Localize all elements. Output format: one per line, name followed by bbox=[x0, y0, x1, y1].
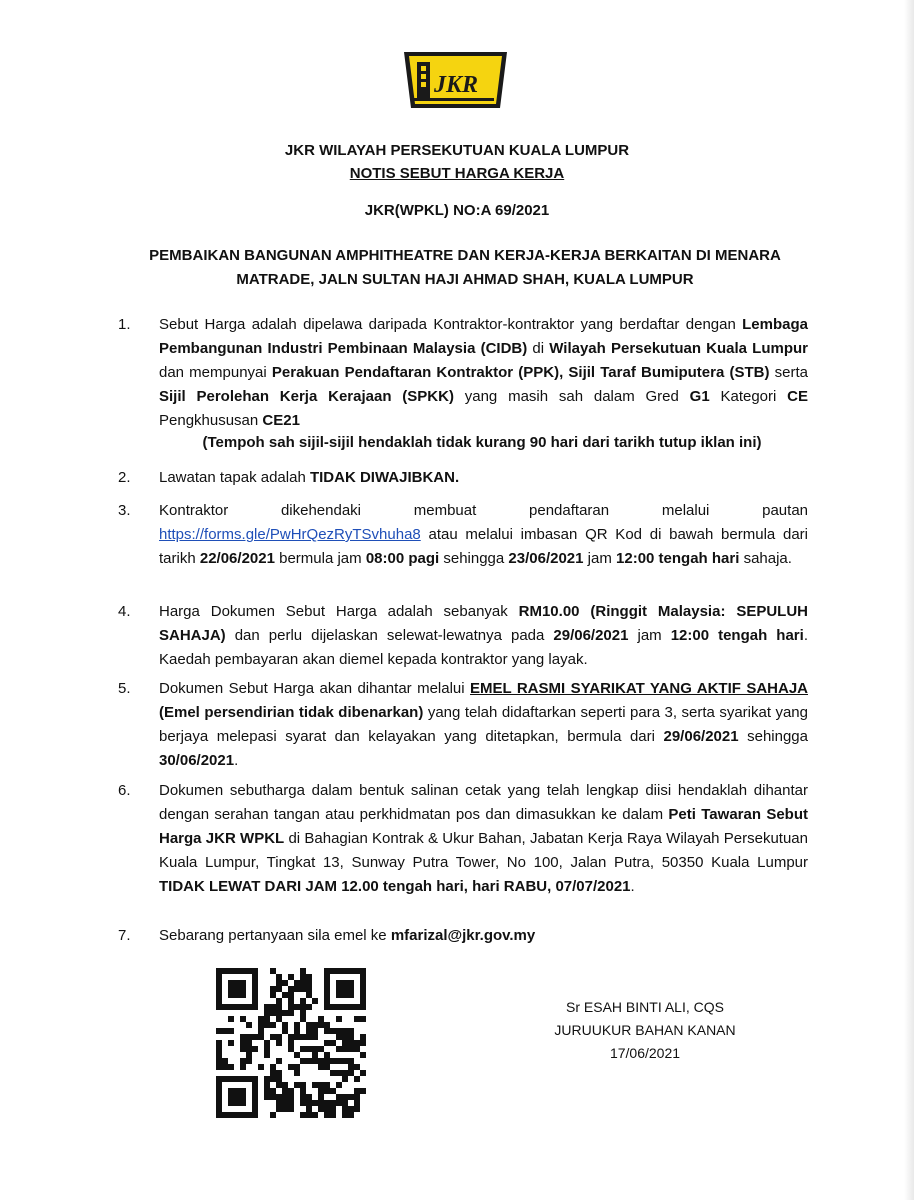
project-title-line1: PEMBAIKAN BANGUNAN AMPHITHEATRE DAN KERJA-KERJA BERKAITAN DI MENARA bbox=[149, 247, 781, 264]
item-number: 3. bbox=[118, 502, 131, 519]
item-number: 7. bbox=[118, 927, 131, 944]
signatory-name: Sr ESAH BINTI ALI, CQS bbox=[566, 999, 724, 1015]
item-number: 2. bbox=[118, 469, 131, 486]
qr-code[interactable] bbox=[216, 968, 366, 1118]
project-title-line2: MATRADE, JALN SULTAN HAJI AHMAD SHAH, KUALA LUMPUR bbox=[236, 271, 694, 288]
organization-name: JKR WILAYAH PERSEKUTUAN KUALA LUMPUR bbox=[284, 142, 630, 159]
svg-text:JKR: JKR bbox=[434, 72, 479, 98]
signature-date: 17/06/2021 bbox=[609, 1045, 681, 1061]
qr-finder-pattern bbox=[219, 971, 255, 1007]
item-text: Harga Dokumen Sebut Harga adalah sebanyak RM10.00 (Ringgit Malaysia: SEPULUH SAHAJA) dan perlu dijelaskan selewat-lewatnya pada 29/06/2021 jam 12:00 tengah hari. Kaedah pembayaran akan diemel kepada kontraktor yang layak. bbox=[159, 603, 808, 668]
jkr-logo bbox=[400, 50, 511, 112]
registration-link[interactable]: https://forms.gle/PwHrQezRyTSvhuha8 bbox=[159, 526, 421, 543]
reference-number: JKR(WPKL) NO:A 69/2021 bbox=[364, 202, 550, 219]
contact-email: mfarizal@jkr.gov.my bbox=[390, 927, 536, 944]
validity-note: (Tempoh sah sijil-sijil hendaklah tidak kurang 90 hari dari tarikh tutup iklan ini) bbox=[202, 434, 762, 451]
item-number: 1. bbox=[118, 316, 131, 333]
item-text: Sebarang pertanyaan sila emel ke mfarizal@jkr.gov.my bbox=[159, 927, 536, 944]
item-text: Dokumen Sebut Harga akan dihantar melalui EMEL RASMI SYARIKAT YANG AKTIF SAHAJA (Emel persendirian tidak dibenarkan) yang telah didaftarkan seperti para 3, serta syarikat yang berjaya melepasi syarat dan kelayakan yang ditetapkan, bermula dari 29/06/2021 sehingga 30/06/2021. bbox=[159, 680, 809, 769]
item-number: 5. bbox=[118, 680, 131, 697]
item-text: Kontraktor dikehendaki membuat pendaftaran melalui pautan https://forms.gle/PwHrQezRyTSvhuha8 atau melalui imbasan QR Kod di bawah bermula dari tarikh 22/06/2021 bermula jam 08:00 pagi sehingga 23/06/2021 jam 12:00 tengah hari sahaja. bbox=[159, 502, 808, 567]
signatory-position: JURUUKUR BAHAN KANAN bbox=[554, 1022, 736, 1038]
qr-finder-pattern bbox=[327, 971, 363, 1007]
item-text: Lawatan tapak adalah TIDAK DIWAJIBKAN. bbox=[159, 469, 460, 486]
notice-heading: NOTIS SEBUT HARGA KERJA bbox=[349, 165, 565, 182]
item-number: 6. bbox=[118, 782, 131, 799]
item-text: Sebut Harga adalah dipelawa daripada Kontraktor-kontraktor yang berdaftar dengan Lembaga Pembangunan Industri Pembinaan Malaysia (CIDB) di Wilayah Persekutuan Kuala Lumpur dan mempunyai Perakuan Pendaftaran Kontraktor (PPK), Sijil Taraf Bumiputera (STB) serta Sijil Perolehan Kerja Kerajaan (SPKK) yang masih sah dalam Gred G1 Kategori CE Pengkhususan CE21 bbox=[159, 316, 809, 429]
qr-finder-pattern bbox=[219, 1079, 255, 1115]
item-text: Dokumen sebutharga dalam bentuk salinan cetak yang telah lengkap diisi hendaklah dihantar dengan serahan tangan atau perkhidmatan pos dan dimasukkan ke dalam Peti Tawaran Sebut Harga JKR WPKL di Bahagian Kontrak & Ukur Bahan, Jabatan Kerja Raya Wilayah Persekutuan Kuala Lumpur, Tingkat 13, Sunway Putra Tower, No 100, Jalan Putra, 50350 Kuala Lumpur TIDAK LEWAT DARI JAM 12.00 tengah hari, hari RABU, 07/07/2021. bbox=[159, 782, 808, 895]
item-number: 4. bbox=[118, 603, 131, 620]
